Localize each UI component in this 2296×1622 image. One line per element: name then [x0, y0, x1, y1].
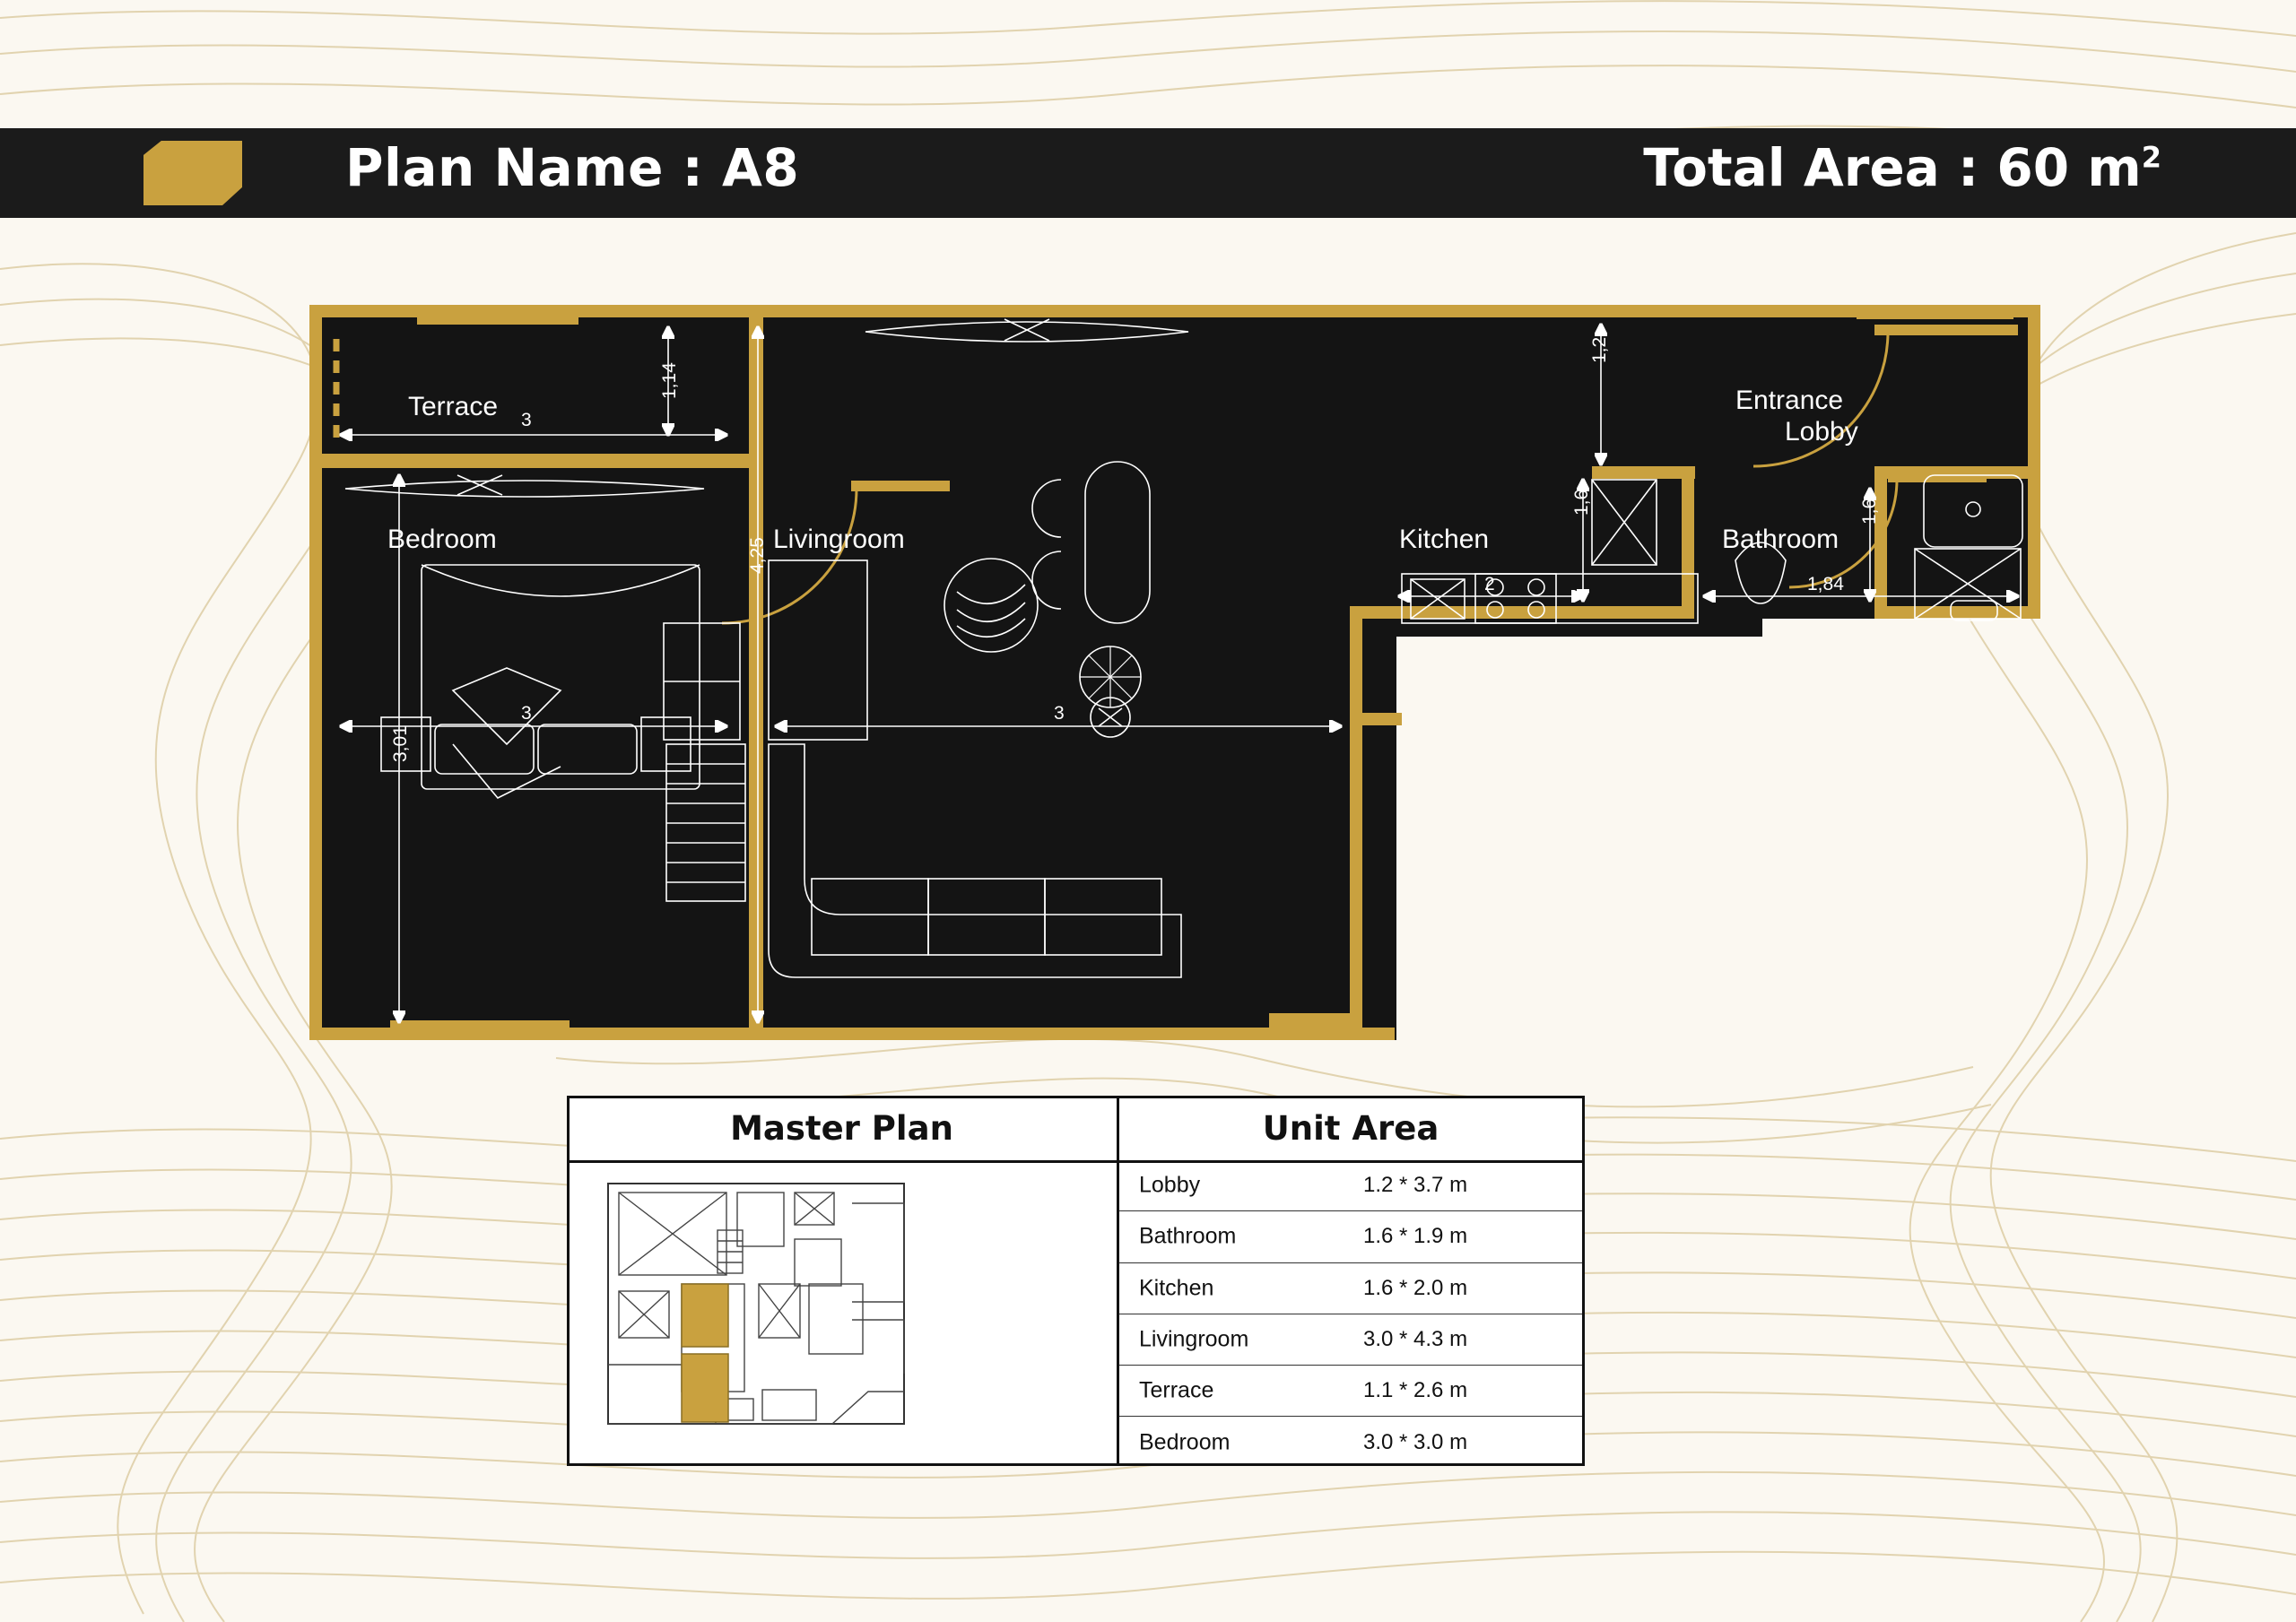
dim-terrace-width: 3 — [521, 410, 532, 430]
room-label-bathroom: Bathroom — [1722, 525, 1839, 554]
room-label-lobby: Lobby — [1785, 417, 1858, 447]
total-area-unit-exponent: 2 — [2141, 140, 2161, 175]
dim-lobby-depth: 1,2 — [1589, 336, 1610, 363]
unit-room-size: 3.0 * 4.3 m — [1363, 1327, 1468, 1352]
unit-room-name: Bathroom — [1139, 1223, 1237, 1249]
table-row — [1119, 1366, 1582, 1417]
unit-room-name: Terrace — [1139, 1377, 1214, 1403]
table-row — [1119, 1211, 1582, 1262]
room-label-kitchen: Kitchen — [1399, 525, 1490, 554]
page-title: Plan Name : A8 — [345, 137, 800, 198]
master-plan-title: Master Plan — [567, 1096, 1119, 1160]
room-label-livingroom: Livingroom — [773, 525, 905, 554]
master-plan-thumbnail — [583, 1176, 1103, 1445]
unit-room-size: 1.1 * 2.6 m — [1363, 1378, 1468, 1403]
dim-living-width: 3 — [1054, 703, 1065, 724]
dim-bedroom-width: 3 — [521, 703, 532, 724]
dim-bedroom-height: 3,01 — [390, 725, 411, 762]
room-label-bedroom: Bedroom — [387, 525, 497, 554]
unit-room-size: 3.0 * 3.0 m — [1363, 1429, 1468, 1454]
unit-room-size: 1.6 * 2.0 m — [1363, 1275, 1468, 1300]
unit-area-rows — [1119, 1160, 1582, 1468]
unit-room-name: Kitchen — [1139, 1275, 1214, 1301]
unit-room-size: 1.6 * 1.9 m — [1363, 1224, 1468, 1249]
unit-room-name: Bedroom — [1139, 1429, 1231, 1455]
table-row — [1119, 1160, 1582, 1211]
total-area-text: Total Area : 60 m — [1643, 137, 2142, 198]
room-label-terrace: Terrace — [408, 392, 499, 421]
dim-kitchen-depth: 1,6 — [1571, 489, 1592, 516]
unit-room-size: 1.2 * 3.7 m — [1363, 1173, 1468, 1198]
table-row — [1119, 1417, 1582, 1467]
table-row — [1119, 1314, 1582, 1366]
unit-room-name: Lobby — [1139, 1172, 1201, 1198]
info-tables — [567, 1096, 1585, 1466]
dim-bathroom-width: 1,84 — [1807, 574, 1844, 594]
dim-living-depth: 4,25 — [747, 537, 768, 574]
dim-bathroom-depth: 1,6 — [1859, 498, 1880, 525]
title-bar — [0, 128, 2296, 218]
table-row — [1119, 1263, 1582, 1314]
room-label-entrance: Entrance — [1735, 386, 1844, 415]
floor-plan — [309, 305, 2040, 1040]
unit-room-name: Livingroom — [1139, 1326, 1249, 1352]
hex-logo-icon — [144, 141, 242, 205]
unit-area-title: Unit Area — [1262, 1108, 1439, 1148]
dim-terrace-depth: 1,14 — [659, 362, 680, 399]
total-area-label — [1643, 137, 2161, 198]
tables-header-row — [567, 1096, 1585, 1163]
dim-kitchen-width: 2 — [1484, 574, 1495, 594]
